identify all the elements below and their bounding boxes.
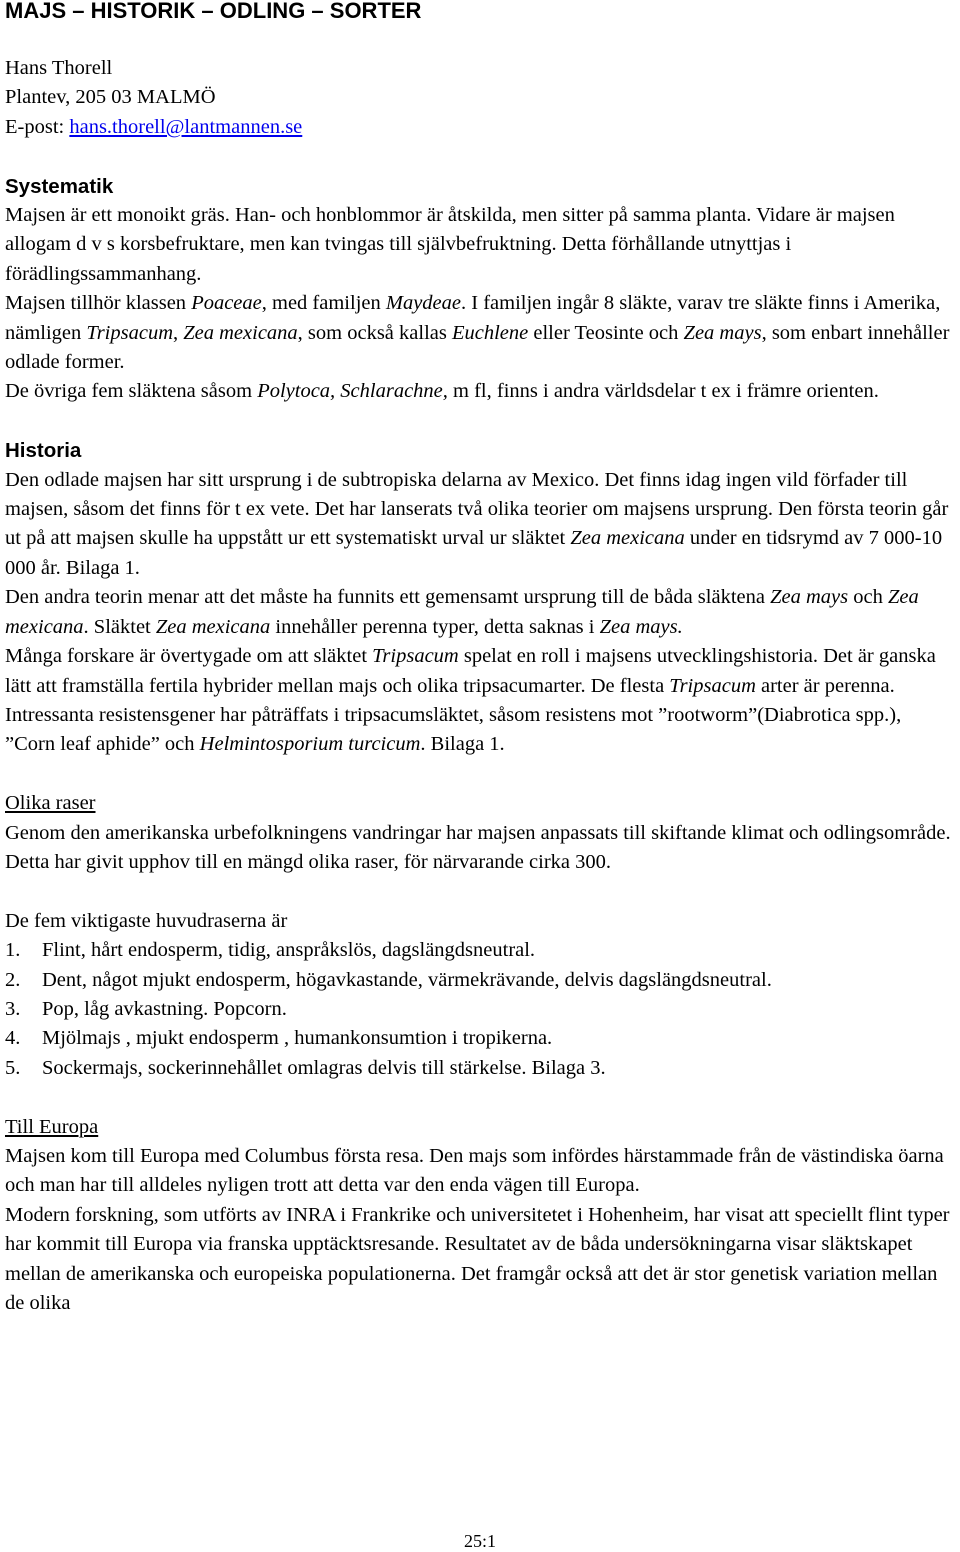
email-label: E-post: bbox=[5, 115, 70, 138]
heading-olika-raser: Olika raser bbox=[5, 792, 96, 815]
heading-historia: Historia bbox=[5, 439, 82, 463]
author-name: Hans Thorell bbox=[5, 57, 113, 79]
email-link[interactable]: hans.thorell@lantmannen.se bbox=[69, 115, 303, 138]
section-olika-raser bbox=[5, 789, 955, 1083]
raser-list-intro: De fem viktigaste huvudraserna är bbox=[5, 909, 288, 932]
heading-till-europa: Till Europa bbox=[5, 1115, 99, 1138]
till-europa-paragraph-2: Modern forskning, som utförts av INRA i Frankrike och universitetet i Hohenheim, har visat att speciellt flint typer har kommit till Europa via franska upptäcktsresande. Resultatet av de båda undersökningarna visar släktskapet mellan de amerikanska och europeiska populationerna. Det framgår också att det är stor genetisk variation mellan de olika bbox=[5, 1203, 950, 1314]
till-europa-paragraph-1: Majsen kom till Europa med Columbus första resa. Den majs som infördes härstammade från de västindiska öarna och man har till alldeles nyligen trott att detta var den enda vägen till Europa. bbox=[5, 1144, 944, 1197]
raser-list bbox=[5, 936, 955, 1083]
section-systematik bbox=[5, 172, 955, 407]
olika-raser-paragraph: Genom den amerikanska urbefolkningens vandringar har majsen anpassats till skiftande klimat och odlingsområde. Detta har givit upphov till en mängd olika raser, för närvarande cirka 300. bbox=[5, 821, 951, 873]
page-number: 25:1 bbox=[463, 1531, 496, 1551]
document-title: MAJS – HISTORIK – ODLING – SORTER bbox=[5, 0, 422, 23]
section-historia bbox=[5, 436, 955, 759]
heading-systematik: Systematik bbox=[5, 174, 114, 198]
systematik-paragraph-2: Majsen tillhör klassen Poaceae, med familjen Maydeae. I familjen ingår 8 släkte, varav tre släkte finns i Amerika, nämligen Tripsacum, Zea mexicana, som också kallas Euchlene eller Teosinte och Zea mays, som enbart innehåller odlade former. bbox=[5, 292, 950, 374]
list-item: 3. Pop, låg avkastning. Popcorn. bbox=[5, 997, 287, 1020]
list-item: 4. Mjölmajs , mjukt endosperm , humankonsumtion i tropikerna. bbox=[5, 1027, 553, 1050]
historia-paragraph-2: Den andra teorin menar att det måste ha funnits ett gemensamt ursprung till de båda släktena Zea mays och Zea mexicana. Släktet Zea mexicana innehåller perenna typer, detta saknas i Zea mays. bbox=[5, 586, 919, 638]
systematik-paragraph-1: Majsen är ett monoikt gräs. Han- och honblommor är åtskilda, men sitter på samma planta. Vidare är majsen allogam d v s korsbefruktare, men kan tvingas till självbefruktning. Detta förhållande utnyttjas i förädlingssammanhang. bbox=[5, 204, 895, 285]
section-till-europa bbox=[5, 1113, 955, 1319]
list-item: 2. Dent, något mjukt endosperm, högavkastande, värmekrävande, delvis dagslängdsneutral. bbox=[5, 968, 772, 991]
systematik-paragraph-3: De övriga fem släktena såsom Polytoca, Schlarachne, m fl, finns i andra världsdelar t ex i främre orienten. bbox=[5, 380, 879, 403]
document-page bbox=[5, 0, 955, 1318]
list-item: 1. Flint, hårt endosperm, tidig, anspråkslös, dagslängdsneutral. bbox=[5, 939, 536, 962]
historia-paragraph-3: Många forskare är övertygade om att släktet Tripsacum spelat en roll i majsens utvecklingshistoria. Det är ganska lätt att framställa fertila hybrider mellan majs och olika tripsacumarter. De flesta Tripsacum arter är perenna. Intressanta resistensgener har påträffats i tripsacumsläktet, såsom resistens mot ”rootworm”(Diabrotica spp.), ”Corn leaf aphide” och Helmintosporium turcicum. Bilaga 1. bbox=[5, 645, 936, 756]
historia-paragraph-1: Den odlade majsen har sitt ursprung i de subtropiska delarna av Mexico. Det finns idag ingen vild förfader till majsen, såsom det finns för t ex vete. Det har lanserats två olika teorier om majsens ursprung. Den första teorin går ut på att majsen skulle ha uppstått ur ett systematiskt urval ur släktet Zea mexicana under en tidsrymd av 7 000-10 000 år. Bilaga 1. bbox=[5, 468, 949, 579]
author-address: Plantev, 205 03 MALMÖ bbox=[5, 86, 216, 109]
author-block bbox=[5, 54, 955, 142]
author-email-line bbox=[5, 113, 955, 142]
list-item: 5. Sockermajs, sockerinnehållet omlagras delvis till stärkelse. Bilaga 3. bbox=[5, 1056, 606, 1079]
